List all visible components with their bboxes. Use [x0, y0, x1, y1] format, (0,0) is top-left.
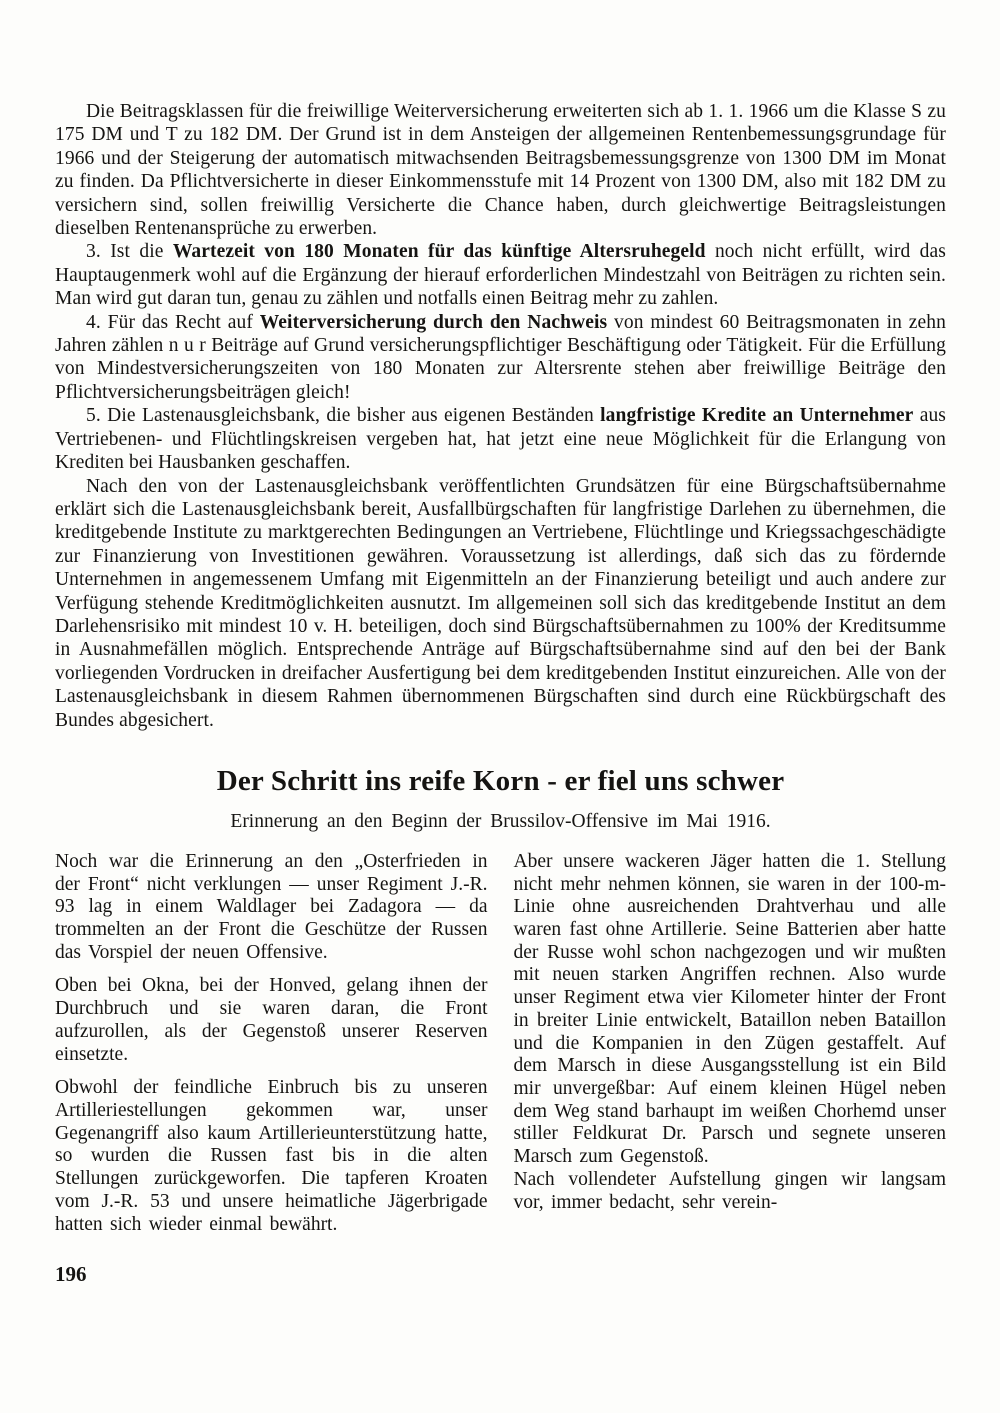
page-number: 196	[55, 1262, 87, 1287]
paragraph: Obwohl der feindliche Einbruch bis zu unseren Artilleriestellungen gekommen war, unser Gegenangriff also kaum Artillerieunterstützung hatte, so wurden die Russen fast bis in die alten Stellungen zurückgeworfen. Die tapferen Kroaten vom J.-R. 53 und unsere heimatliche Jägerbrigade hatten sich wieder einmal bewährt.	[55, 1077, 488, 1235]
insurance-notes-section	[55, 100, 946, 732]
paragraph: Nach den von der Lastenausgleichsbank veröffentlichten Grundsätzen für eine Bürgschaftsübernahme erklärt sich die Lastenausgleichsbank bereit, Ausfallbürgschaften für langfristige Darlehen zu übernehmen, die kreditgebende Institute zu marktgerechten Bedingungen an Vertriebene, Flüchtlinge und Kriegssachgeschädigte zur Finanzierung von Investitionen gewähren. Voraussetzung ist allerdings, daß sich das zu fördernde Unternehmen in angemessenem Umfang mit Eigenmitteln an der Finanzierung beteiligt und auch andere zur Verfügung stehende Kreditmöglichkeiten ausnutzt. Im allgemeinen soll sich das kreditgebende Institut an dem Darlehensrisiko mit mindest 10 v. H. beteiligen, doch sind Bürgschaftsübernahmen zu 100% der Kreditsumme in Ausnahmefällen möglich. Entsprechende Anträge auf Bürgschaftsübernahme sind auf den bei der Bank vorliegenden Vordrucken in dreifacher Ausfertigung bei dem kreditgebenden Institut einzureichen. Alle von der Lastenausgleichsbank in diesem Rahmen übernommenen Bürgschaften sind durch eine Rückbürgschaft des Bundes abgesichert.	[55, 475, 946, 731]
article-left-column	[55, 851, 488, 1236]
paragraph: Oben bei Okna, bei der Honved, gelang ihnen der Durchbruch und sie waren daran, die Front aufzurollen, als der Gegenstoß unserer Reserven einsetzte.	[55, 975, 488, 1065]
article-subtitle: Erinnerung an den Beginn der Brussilov-Offensive im Mai 1916.	[230, 810, 771, 832]
paragraph: 4. Für das Recht auf Weiterversicherung durch den Nachweis von mindest 60 Beitragsmonaten in zehn Jahren zählen n u r Beiträge auf Grund versicherungspflichtiger Beschäftigung oder Tätigkeit. Für die Erfüllung von Mindestversicherungszeiten von 180 Monaten zur Altersrente stehen aber freiwillige Beiträge den Pflichtversicherungsbeiträgen gleich!	[55, 311, 946, 403]
paragraph: Noch war die Erinnerung an den „Osterfrieden in der Front“ nicht verklungen — unser Regiment J.-R. 93 lag in einem Waldlager bei Zadagora — da trommelten an der Front die Geschütze der Russen das Vorspiel der neuen Offensive.	[55, 850, 488, 963]
paragraph: Die Beitragsklassen für die freiwillige Weiterversicherung erweiterten sich ab 1. 1. 1966 um die Klasse S zu 175 DM und T zu 182 DM. Der Grund ist in dem Ansteigen der allgemeinen Rentenbemessungsgrundage für 1966 und der Steigerung der automatisch mitwachsenden Beitragsbemessungsgrenze von 1300 DM im Monat zu finden. Da Pflichtversicherte in dieser Einkommensstufe mit 14 Prozent von 1300 DM, also mit 182 DM zu versichern sind, sollen freiwillig Versicherte die Chance haben, durch gleichwertige Beitragsleistungen dieselben Rentenansprüche zu erwerben.	[55, 101, 946, 240]
paragraph: 3. Ist die Wartezeit von 180 Monaten für das künftige Altersruhegeld noch nicht erfüllt, wird das Hauptaugenmerk wohl auf die Ergänzung der hierauf erforderlichen Mindestzahl von Beiträgen zu richten sein. Man wird gut daran tun, genau zu zählen und notfalls einen Beitrag mehr zu zahlen.	[55, 241, 946, 310]
paragraph: Nach vollendeter Aufstellung gingen wir langsam vor, immer bedacht, sehr verein-	[513, 1168, 946, 1213]
article-title: Der Schritt ins reife Korn - er fiel uns schwer	[216, 764, 785, 797]
paragraph: 5. Die Lastenausgleichsbank, die bisher aus eigenen Beständen langfristige Kredite an Unternehmer aus Vertriebenen- und Flüchtlingskreisen vergeben hat, hat jetzt eine neue Möglichkeit für die Erlangung von Krediten bei Hausbanken geschaffen.	[55, 405, 946, 474]
paragraph: Aber unsere wackeren Jäger hatten die 1. Stellung nicht mehr nehmen können, sie waren in der 100-m-Linie ohne ausreichenden Drahtverhau und alle waren fast ohne Artillerie. Seine Batterien aber hatte der Russe wohl schon nachgezogen und wir mußten mit neuen starken Angriffen rechnen. Also wurde unser Regiment etwa vier Kilometer hinter der Front in breiter Linie entwickelt, Bataillon neben Bataillon und die Kompanien in den Zügen gestaffelt. Auf dem Marsch in diese Ausgangsstellung ist ein Bild mir unvergeßbar: Auf einem kleinen Hügel neben dem Weg stand barhaupt im weißen Chorhemd unser stiller Feldkurat Dr. Parsch und segnete unseren Marsch zum Gegenstoß.	[513, 850, 946, 1168]
article-columns	[55, 851, 946, 1236]
article-right-column	[514, 851, 947, 1236]
